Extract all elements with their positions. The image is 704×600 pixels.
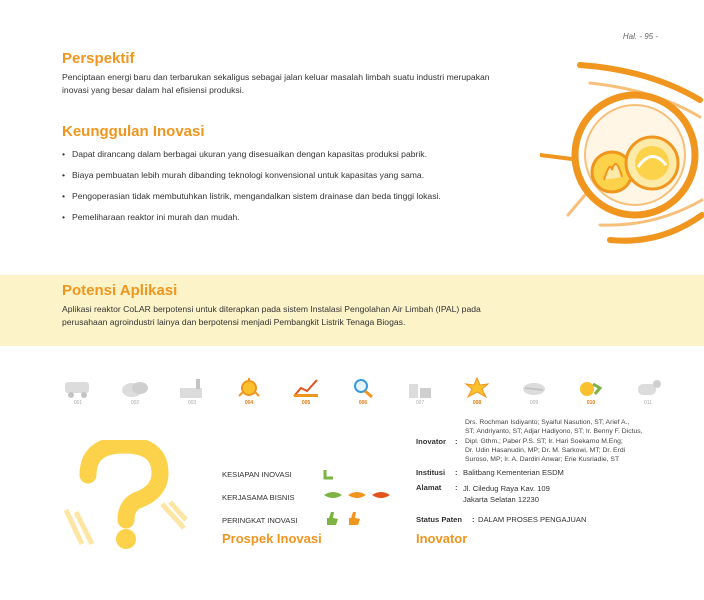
alamat-line: Jl. Ciledug Raya Kav. 109: [463, 484, 550, 493]
handshake-icon: [322, 489, 344, 501]
energy-icon: [231, 376, 267, 400]
category-item: [402, 376, 438, 406]
category-item: [117, 376, 153, 406]
handshake-icon: [516, 376, 552, 400]
status-value: DALAM PROSES PENGAJUAN: [478, 515, 587, 524]
cloud-icon: [117, 376, 153, 400]
inovator-line: Dipl. Gthm.; Paber P.S. ST; Ir. Hari Soekarno M.Eng;: [465, 437, 623, 445]
handshake-icon: [370, 489, 392, 501]
peringkat-label: PERINGKAT INOVASI: [222, 516, 298, 525]
inovator-sep: :: [455, 437, 458, 446]
alamat-sep: :: [455, 483, 458, 492]
alamat-value: [463, 483, 550, 505]
category-item: [459, 376, 495, 406]
category-number: 003: [187, 400, 197, 406]
readiness-icon: [322, 467, 336, 481]
kerjasama-label: KERJASAMA BISNIS: [222, 493, 295, 502]
category-item: [60, 376, 96, 406]
explosion-icon: [459, 376, 495, 400]
chart-icon: [288, 376, 324, 400]
institusi-label: Institusi: [416, 468, 446, 477]
category-item: [288, 376, 324, 406]
potensi-text: [62, 303, 622, 329]
category-item: [630, 376, 666, 406]
category-number: 010: [586, 400, 596, 406]
category-icon-row: [60, 376, 660, 410]
category-number: 006: [358, 400, 368, 406]
building-icon: [402, 376, 438, 400]
inovator-title: Inovator: [416, 531, 468, 546]
category-number: 007: [415, 400, 425, 406]
perspektif-line: Penciptaan energi baru dan terbarukan sekaligus sebagai jalan keluar masalah limbah suatu industri merupakan: [62, 72, 490, 82]
keunggulan-list: [62, 148, 542, 232]
inovator-line: ST; Andriyanto, ST; Adjar Hadiyono, ST; Ir. Benny F. Dictus,: [465, 428, 643, 436]
recycle-icon: [573, 376, 609, 400]
category-number: 004: [244, 400, 254, 406]
thumbs-up-icon: [347, 510, 361, 526]
category-item: [345, 376, 381, 406]
category-number: 005: [301, 400, 311, 406]
handshake-icon: [346, 489, 368, 501]
category-number: 011: [644, 400, 652, 406]
vehicle-icon: [60, 376, 96, 400]
inovator-line: Dr. Udin Hasanudin, MP; Dr. M. Sarkowi, MT; Dr. Erdi: [465, 446, 626, 454]
list-item: • Dapat dirancang dalam berbagai ukuran yang disesuaikan dengan kapasitas produksi pabrik.: [62, 148, 542, 169]
category-item: [174, 376, 210, 406]
category-item: [516, 376, 552, 406]
category-item: [231, 376, 267, 406]
status-label: Status Paten: [416, 515, 462, 524]
potensi-title: Potensi Aplikasi: [62, 282, 178, 299]
factory-icon: [174, 376, 210, 400]
thumbs-up-icon: [325, 510, 339, 526]
medicine-icon: [630, 376, 666, 400]
category-item: [573, 376, 609, 406]
page-number: Hal. - 95 -: [622, 32, 658, 41]
kesiapan-label: KESIAPAN INOVASI: [222, 470, 292, 479]
potensi-line: Aplikasi reaktor CoLAR berpotensi untuk diterapkan pada sistem Instalasi Pengolahan Air Limbah (IPAL) pada: [62, 304, 481, 314]
list-item: • Biaya pembuatan lebih murah dibanding teknologi konvensional untuk kapasitas yang sama.: [62, 169, 542, 190]
alamat-line: Jakarta Selatan 12230: [463, 495, 539, 504]
potensi-line: perusahaan agroindustri lainya dan berpotensi menjadi Pembangkit Listrik Tenaga Biogas.: [62, 317, 406, 327]
magnifier-icon: [345, 376, 381, 400]
institusi-sep: :: [455, 468, 458, 477]
category-number: 009: [529, 400, 539, 406]
keunggulan-title: Keunggulan Inovasi: [62, 123, 205, 140]
prospek-title: Prospek Inovasi: [222, 531, 322, 546]
inovator-names: [465, 418, 665, 464]
list-item: • Pengoperasian tidak membutuhkan listrik, mengandalkan sistem drainase dan beda tinggi lokasi.: [62, 190, 542, 211]
question-mark-graphic: [60, 440, 190, 550]
inovator-line: Drs. Rochman Isdiyanto; Syaiful Nasution, ST; Arief A.,: [465, 419, 630, 426]
list-item: • Pemeliharaan reaktor ini murah dan mudah.: [62, 211, 542, 232]
inovator-label: Inovator: [416, 437, 446, 446]
alamat-label: Alamat: [416, 483, 442, 492]
perspektif-line: inovasi yang besar dalam hal efisiensi produksi.: [62, 85, 245, 95]
energy-illustration: [540, 55, 704, 250]
inovator-line: Suroso, MP; Ir. A. Dardiri Anwar; Erie Kusriadie, ST: [465, 456, 620, 464]
institusi-value: Balitbang Kementerian ESDM: [463, 468, 564, 477]
perspektif-text: [62, 71, 582, 97]
perspektif-title: Perspektif: [62, 50, 135, 67]
category-number: 002: [130, 400, 140, 406]
category-number: 008: [472, 400, 482, 406]
status-sep: :: [472, 515, 475, 524]
category-number: 001: [73, 400, 83, 406]
